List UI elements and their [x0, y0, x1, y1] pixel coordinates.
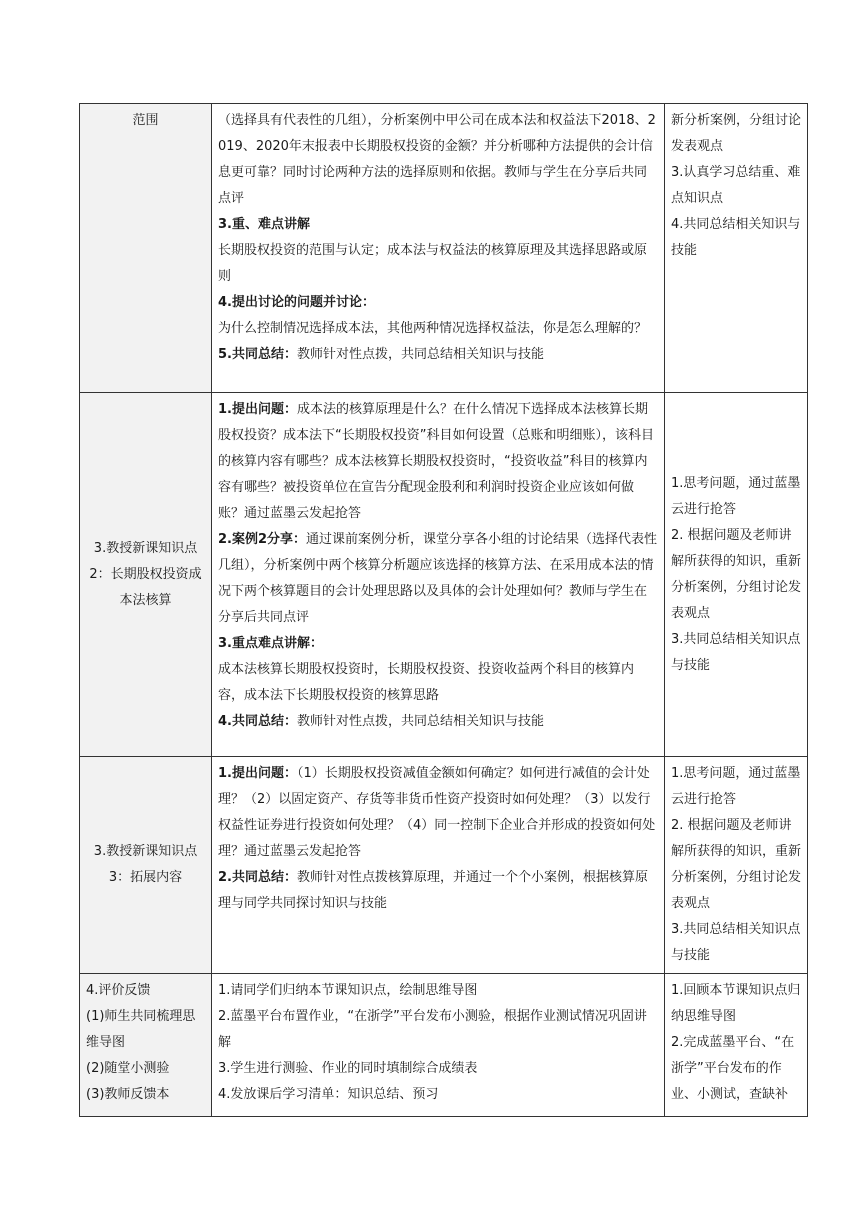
- table-row: [80, 974, 808, 1117]
- teaching-content-cell: [212, 974, 665, 1117]
- content-paragraph: [218, 631, 658, 657]
- content-text: （选择具有代表性的几组），分析案例中甲公司在成本法和权益法下2018、2019、2020年末报表中长期股权投资的金额？并分析哪种方法提供的会计信息更可靠？同时讨论两种方法的选择原则和依据。教师与学生在分享后共同点评: [218, 113, 656, 206]
- content-heading: 1.提出问题：: [218, 766, 297, 781]
- content-text: 4.发放课后学习清单：知识总结、预习: [218, 1087, 439, 1102]
- content-paragraph: [218, 397, 658, 527]
- content-paragraph: [218, 978, 658, 1004]
- content-paragraph: [218, 527, 658, 631]
- content-heading: 4.共同总结：: [218, 714, 297, 729]
- student-activity-item: 1.思考问题，通过蓝墨云进行抢答: [671, 766, 801, 807]
- student-activity-item: 2.完成蓝墨平台、“在浙学”平台发布的作业、小测试，查缺补: [671, 1035, 795, 1102]
- student-activity-item: 3.认真学习总结重、难点知识点: [671, 165, 801, 206]
- lesson-plan-table: [79, 103, 808, 1117]
- student-activity-cell: [665, 104, 808, 393]
- stage-label: 3.教授新课知识点3：拓展内容: [93, 844, 198, 885]
- content-paragraph: [218, 342, 658, 368]
- stage-label: (1)师生共同梳理思维导图: [86, 1009, 196, 1050]
- stage-label: 3.教授新课知识点2：长期股权投资成本法核算: [89, 540, 202, 608]
- lesson-plan-body: [80, 104, 808, 1117]
- content-text: 成本法的核算原理是什么？在什么情况下选择成本法核算长期股权投资？成本法下“长期股权投资”科目如何设置（总账和明细账），该科目的核算内容有哪些？成本法核算长期股权投资时，“投资收益”科目的核算内容有哪些？被投资单位在宣告分配现金股利和利润时投资企业应该如何做账？通过蓝墨云发起抢答: [218, 402, 654, 521]
- content-paragraph: [218, 238, 658, 290]
- student-activity-item: 2. 根据问题及老师讲解所获得的知识，重新分析案例，分组讨论发表观点: [671, 527, 802, 621]
- content-text: 教师针对性点拨，共同总结相关知识与技能: [296, 714, 544, 729]
- teaching-content-cell: [212, 757, 665, 974]
- content-paragraph: [218, 212, 658, 238]
- content-paragraph: [218, 657, 658, 709]
- student-activity-item: 3.共同总结相关知识点与技能: [671, 922, 801, 963]
- stage-cell: [80, 757, 212, 974]
- stage-label: 4.评价反馈: [86, 983, 151, 998]
- content-text: 教师针对性点拨，共同总结相关知识与技能: [296, 347, 544, 362]
- content-paragraph: [218, 290, 658, 316]
- content-paragraph: [218, 761, 658, 865]
- content-heading: 4.提出讨论的问题并讨论：: [218, 295, 375, 310]
- student-activity-cell: [665, 757, 808, 974]
- table-row: [80, 757, 808, 974]
- stage-label: (3)教师反馈本: [86, 1087, 170, 1102]
- content-text: 1.请同学们归纳本节课知识点，绘制思维导图: [218, 983, 478, 998]
- content-paragraph: [218, 865, 658, 917]
- table-row: [80, 104, 808, 393]
- content-text: 成本法核算长期股权投资时，长期股权投资、投资收益两个科目的核算内容，成本法下长期股权投资的核算思路: [218, 662, 635, 703]
- stage-cell: [80, 393, 212, 757]
- content-paragraph: [218, 709, 658, 735]
- content-paragraph: [218, 108, 658, 212]
- content-paragraph: [218, 1004, 658, 1056]
- content-paragraph: [218, 1056, 658, 1082]
- stage-label: 范围: [132, 113, 159, 128]
- student-activity-item: 3.共同总结相关知识点与技能: [671, 631, 801, 673]
- content-text: 教师针对性点拨核算原理，并通过一个个小案例，根据核算原理与同学共同探讨知识与技能: [218, 870, 648, 911]
- student-activity-item: 4.共同总结相关知识与技能: [671, 217, 801, 258]
- content-heading: 5.共同总结：: [218, 347, 297, 362]
- content-heading: 1.提出问题：: [218, 402, 297, 417]
- content-paragraph: [218, 1082, 658, 1108]
- stage-cell: [80, 104, 212, 393]
- student-activity-cell: [665, 393, 808, 757]
- content-text: 通过课前案例分析，课堂分享各小组的讨论结果（选择代表性几组），分析案例中两个核算分析题应该选择的核算方法、在采用成本法的情况下两个核算题目的会计处理思路以及具体的会计处理如何？教师与学生在分享后共同点评: [218, 532, 658, 625]
- content-heading: 3.重、难点讲解: [218, 217, 310, 232]
- student-activity-item: 1.回顾本节课知识点归纳思维导图: [671, 983, 801, 1024]
- content-heading: 2.共同总结：: [218, 870, 297, 885]
- content-text: 为什么控制情况选择成本法，其他两种情况选择权益法，你是怎么理解的？: [218, 321, 648, 336]
- content-text: 3.学生进行测验、作业的同时填制综合成绩表: [218, 1061, 478, 1076]
- content-text: （1）长期股权投资减值金额如何确定？如何进行减值的会计处理？（2）以固定资产、存货等非货币性资产投资时如何处理？（3）以发行权益性证券进行投资如何处理？（4）同一控制下企业合并形成的投资如何处理？通过蓝墨云发起抢答: [218, 766, 656, 859]
- student-activity-item: 2. 根据问题及老师讲解所获得的知识，重新分析案例，分组讨论发表观点: [671, 818, 802, 911]
- content-text: 2.蓝墨平台布置作业，“在浙学”平台发布小测验，根据作业测试情况巩固讲解: [218, 1009, 647, 1050]
- table-row: [80, 393, 808, 757]
- student-activity-item: 1.思考问题，通过蓝墨云进行抢答: [671, 475, 801, 517]
- content-paragraph: [218, 316, 658, 342]
- content-heading: 3.重点难点讲解：: [218, 636, 323, 651]
- student-activity-cell: [665, 974, 808, 1117]
- teaching-content-cell: [212, 104, 665, 393]
- content-text: 长期股权投资的范围与认定；成本法与权益法的核算原理及其选择思路或原则: [218, 243, 648, 284]
- stage-label: (2)随堂小测验: [86, 1061, 170, 1076]
- teaching-content-cell: [212, 393, 665, 757]
- student-activity-item: 新分析案例，分组讨论发表观点: [671, 113, 802, 154]
- stage-cell: [80, 974, 212, 1117]
- content-heading: 2.案例2分享：: [218, 532, 307, 547]
